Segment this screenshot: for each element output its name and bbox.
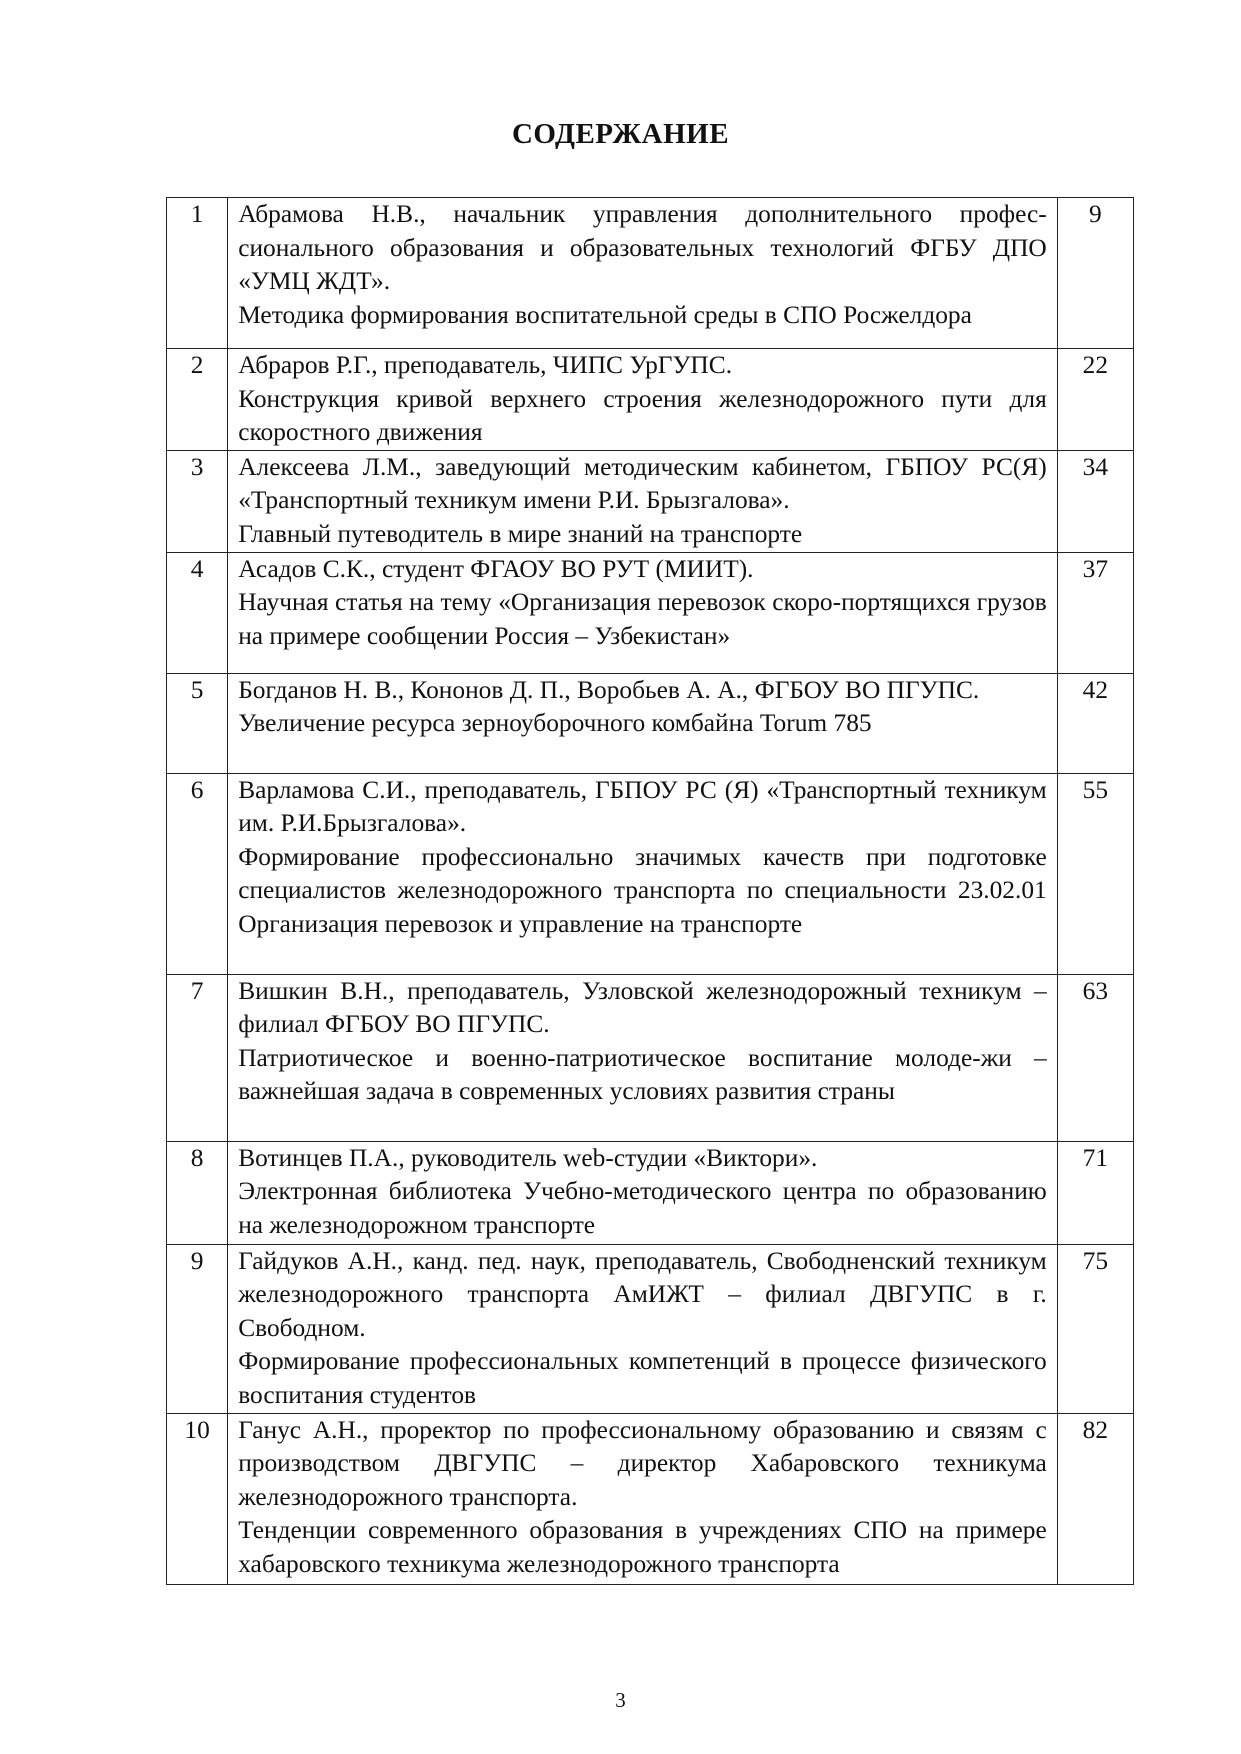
entry-author: Абрамова Н.В., начальник управления дополнительного профес-сионального образования и образовательных технологий ФГБУ ДПО «УМЦ ЖДТ». bbox=[238, 200, 1047, 296]
table-row bbox=[167, 552, 1134, 673]
entry-title: Увеличение ресурса зерноуборочного комбайна Torum 785 bbox=[238, 709, 872, 738]
table-row bbox=[167, 450, 1134, 552]
entry-author: Вотинцев П.А., руководитель web-студии «Виктори». bbox=[238, 1143, 818, 1172]
entry-author: Асадов С.К., студент ФГАОУ ВО РУТ (МИИТ). bbox=[238, 554, 754, 583]
entry-number: 7 bbox=[167, 974, 228, 1141]
table-row bbox=[167, 974, 1134, 1141]
entry-author: Ганус А.Н., проректор по профессиональному образованию и связям с производством ДВГУПС – директор Хабаровского техникума железнодорожного транспорта. bbox=[238, 1415, 1047, 1511]
entry-text bbox=[228, 974, 1058, 1141]
table-row bbox=[167, 773, 1134, 974]
entry-page: 9 bbox=[1057, 198, 1133, 349]
entry-text bbox=[228, 349, 1058, 451]
page-title: СОДЕРЖАНИЕ bbox=[511, 118, 730, 150]
table-row bbox=[167, 349, 1134, 451]
entry-title: Научная статья на тему «Организация перевозок скоро-портящихся грузов на примере сообщении Россия – Узбекистан» bbox=[238, 588, 1047, 650]
entry-text bbox=[228, 198, 1058, 349]
contents-table bbox=[166, 197, 1134, 1585]
entry-title: Формирование профессиональных компетенций в процессе физического воспитания студентов bbox=[238, 1347, 1047, 1409]
table-row bbox=[167, 673, 1134, 773]
entry-number: 2 bbox=[167, 349, 228, 451]
entry-title: Электронная библиотека Учебно-методического центра по образованию на железнодорожном транспорте bbox=[238, 1177, 1047, 1239]
entry-page: 71 bbox=[1057, 1141, 1133, 1244]
entry-page: 34 bbox=[1057, 450, 1133, 552]
entry-number: 1 bbox=[167, 198, 228, 349]
entry-number: 10 bbox=[167, 1413, 228, 1584]
entry-page: 63 bbox=[1057, 974, 1133, 1141]
entry-title: Конструкция кривой верхнего строения железнодорожного пути для скоростного движения bbox=[238, 384, 1047, 447]
entry-page: 42 bbox=[1057, 673, 1133, 773]
entry-author: Варламова С.И., преподаватель, ГБПОУ РС (Я) «Транспортный техникум им. Р.И.Брызгалова». bbox=[238, 775, 1047, 838]
entry-page: 82 bbox=[1057, 1413, 1133, 1584]
entry-text bbox=[228, 673, 1058, 773]
entry-page: 22 bbox=[1057, 349, 1133, 451]
table-row bbox=[167, 1244, 1134, 1413]
entry-title: Методика формирования воспитательной среды в СПО Росжелдора bbox=[238, 300, 972, 329]
entry-text bbox=[228, 773, 1058, 974]
entry-text bbox=[228, 1244, 1058, 1413]
entry-number: 8 bbox=[167, 1141, 228, 1244]
entry-author: Гайдуков А.Н., канд. пед. наук, преподаватель, Свободненский техникум железнодорожного транспорта АмИЖТ – филиал ДВГУПС в г. Свободном. bbox=[238, 1246, 1047, 1342]
entry-text bbox=[228, 552, 1058, 673]
entry-text bbox=[228, 1413, 1058, 1584]
entry-page: 55 bbox=[1057, 773, 1133, 974]
entry-title: Патриотическое и военно-патриотическое воспитание молоде-жи – важнейшая задача в современных условиях развития страны bbox=[238, 1043, 1047, 1106]
entry-author: Алексеева Л.М., заведующий методическим кабинетом, ГБПОУ РС(Я) «Транспортный техникум имени Р.И. Брызгалова». bbox=[238, 452, 1047, 515]
entry-number: 4 bbox=[167, 552, 228, 673]
entry-text bbox=[228, 450, 1058, 552]
entry-text bbox=[228, 1141, 1058, 1244]
entry-page: 37 bbox=[1057, 552, 1133, 673]
entry-title: Главный путеводитель в мире знаний на транспорте bbox=[238, 519, 803, 548]
entry-author: Абраров Р.Г., преподаватель, ЧИПС УрГУПС. bbox=[238, 351, 733, 379]
entry-number: 5 bbox=[167, 673, 228, 773]
table-row bbox=[167, 1141, 1134, 1244]
entry-number: 3 bbox=[167, 450, 228, 552]
entry-author: Богданов Н. В., Кононов Д. П., Воробьев А. А., ФГБОУ ВО ПГУПС. bbox=[238, 675, 980, 704]
entry-number: 6 bbox=[167, 773, 228, 974]
entry-number: 9 bbox=[167, 1244, 228, 1413]
table-row bbox=[167, 1413, 1134, 1584]
entry-author: Вишкин В.Н., преподаватель, Узловской железнодорожный техникум – филиал ФГБОУ ВО ПГУПС. bbox=[238, 976, 1047, 1039]
entry-page: 75 bbox=[1057, 1244, 1133, 1413]
entry-title: Тенденции современного образования в учреждениях СПО на примере хабаровского техникума железнодорожного транспорта bbox=[238, 1516, 1047, 1578]
table-row bbox=[167, 198, 1134, 349]
page-number: 3 bbox=[615, 1688, 626, 1712]
entry-title: Формирование профессионально значимых качеств при подготовке специалистов железнодорожного транспорта по специальности 23.02.01 Организация перевозок и управление на транспорте bbox=[238, 842, 1047, 938]
